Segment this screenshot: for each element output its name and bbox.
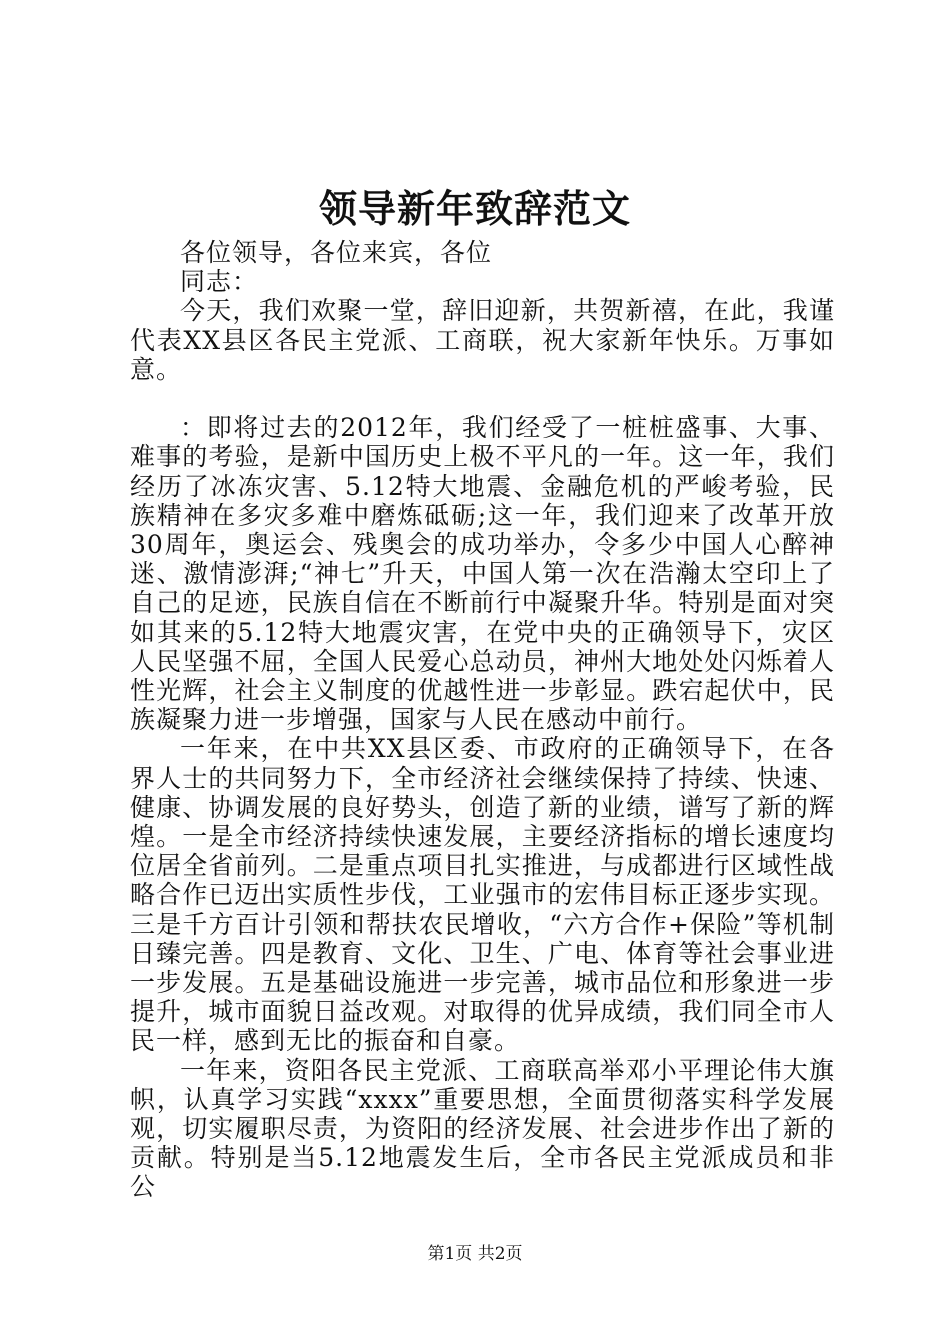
paragraph-spacer: [130, 384, 835, 413]
salutation-line-2: 同志：: [180, 267, 259, 297]
paragraph-review-2012: ：即将过去的2012年，我们经受了一桩桩盛事、大事、难事的考验，是新中国历史上极不平凡的一年。这一年，我们经历了冰冻灾害、5.12特大地震、金融危机的严峻考验，民族精神在多灾多难中磨炼砥砺;这一年，我们迎来了改革开放30周年，奥运会、残奥会的成功举办，令多少中国人心醉神迷、激情澎湃;“神七”升天，中国人第一次在浩瀚太空印上了自己的足迹，民族自信在不断前行中凝聚升华。特别是面对突如其来的5.12特大地震灾害，在党中央的正确领导下，灾区人民坚强不屈，全国人民爱心总动员，神州大地处处闪烁着人性光辉，社会主义制度的优越性进一步彰显。跌宕起伏中，民族凝聚力进一步增强，国家与人民在感动中前行。: [130, 413, 835, 735]
document-body: [130, 238, 835, 1202]
paragraph-city-achievements: 一年来，在中共XX县区委、市政府的正确领导下，在各界人士的共同努力下，全市经济社会继续保持了持续、快速、健康、协调发展的良好势头，创造了新的业绩，谱写了新的辉煌。一是全市经济持续快速发展，主要经济指标的增长速度均位居全省前列。二是重点项目扎实推进，与成都进行区域性战略合作已迈出实质性步伐，工业强市的宏伟目标正逐步实现。三是千方百计引领和帮扶农民增收，“六方合作+保险”等机制日臻完善。四是教育、文化、卫生、广电、体育等社会事业进一步发展。五是基础设施进一步完善，城市品位和形象进一步提升，城市面貌日益改观。对取得的优异成绩，我们同全市人民一样，感到无比的振奋和自豪。: [130, 734, 835, 1056]
page-number-footer: 第1页 共2页: [427, 1244, 523, 1264]
salutation-line-1: 各位领导，各位来宾，各位: [180, 238, 493, 267]
document-title: 领导新年致辞范文: [318, 186, 631, 231]
paragraph-greeting: 今天，我们欢聚一堂，辞旧迎新，共贺新禧，在此，我谨代表XX县区各民主党派、工商联，祝大家新年快乐。万事如意。: [130, 296, 835, 384]
paragraph-parties-contribution: 一年来，资阳各民主党派、工商联高举邓小平理论伟大旗帜，认真学习实践“xxxx”重要思想，全面贯彻落实科学发展观，切实履职尽责，为资阳的经济发展、社会进步作出了新的贡献。特别是当5.12地震发生后，全市各民主党派成员和非公: [130, 1055, 835, 1202]
